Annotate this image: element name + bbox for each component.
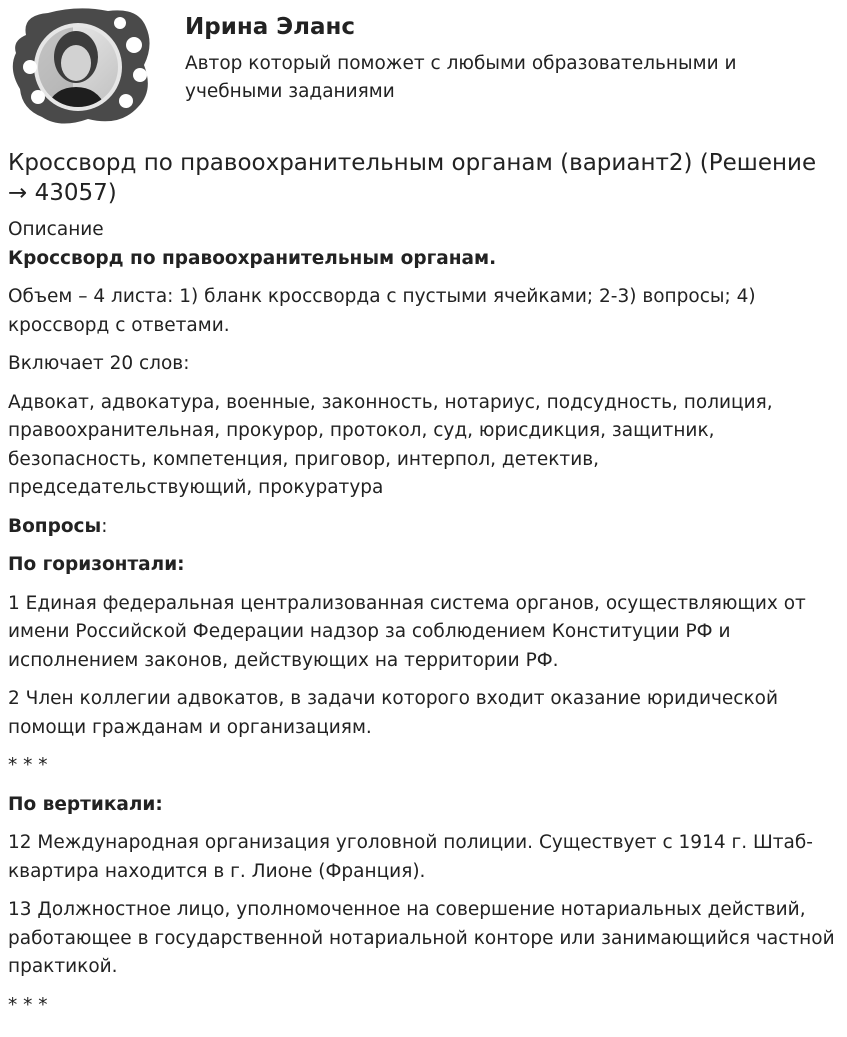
author-avatar [8,5,153,127]
separator: * * * [8,755,48,776]
questions-label: Вопросы [8,515,102,537]
questions-heading [8,513,840,542]
author-header [8,5,839,130]
vertical-heading: По вертикали: [8,793,163,815]
vertical-question: 12 Международная организация уголовной полиции. Существует с 1914 г. Штаб-квартира находится в г. Лионе (Франция). [8,832,813,882]
document-body [8,148,840,1030]
questions-colon: : [101,515,108,537]
author-name: Ирина Эланс [185,14,356,40]
page-title: Кроссворд по правоохранительным органам (вариант2) (Решение → 43057) [8,150,817,206]
horizontal-heading: По горизонтали: [8,554,185,575]
words-paragraph: Адвокат, адвокатура, военные, законность, нотариус, подсудность, полиция, правоохранительная, прокурор, протокол, суд, юрисдикция, защитник, безопасность, компетенция, приговор, интерпол, детектив, председательствующий, прокуратура [8,391,773,498]
horizontal-question: 2 Член коллегии адвокатов, в задачи которого входит оказание юридической помощи гражданам и организациям. [8,688,778,738]
description-label: Описание [8,219,104,240]
vertical-question: 13 Должностное лицо, уполномоченное на совершение нотариальных действий, работающее в государственной нотариальной конторе или занимающийся частной практикой. [8,899,835,977]
document-subtitle: Кроссворд по правоохранительным органам. [8,247,497,269]
includes-paragraph: Включает 20 слов: [8,353,190,374]
author-description: Автор который поможет с любыми образовательными и учебными заданиями [185,53,737,102]
separator: * * * [8,994,48,1016]
volume-paragraph: Объем – 4 листа: 1) бланк кроссворда с пустыми ячейками; 2-3) вопросы; 4) кроссворд с ответами. [8,286,756,336]
horizontal-question: 1 Единая федеральная централизованная система органов, осуществляющих от имени Российской Федерации надзор за соблюдением Конституции РФ и исполнением законов, действующих на территории РФ. [8,592,806,671]
